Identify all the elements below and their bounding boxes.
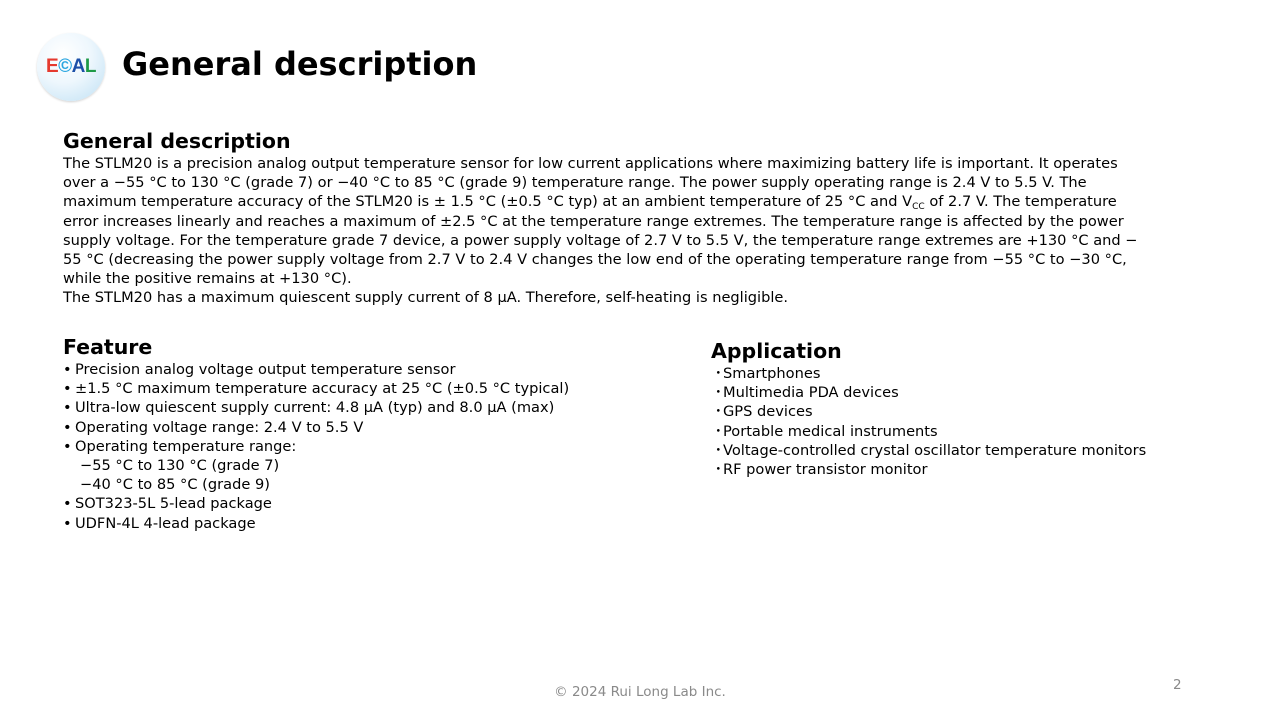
application-item	[711, 364, 1231, 383]
description-line-4: error increases linearly and reaches a maximum of ±2.5 °C at the temperature range extremes. The temperature range is affected by the power	[63, 212, 1124, 230]
description-line-1: The STLM20 is a precision analog output temperature sensor for low current applications where maximizing battery life is important. It operates	[63, 155, 1118, 172]
description-paragraph-2: The STLM20 has a maximum quiescent supply current of 8 μA. Therefore, self-heating is negligible.	[63, 289, 789, 307]
feature-item-text: Ultra-low quiescent supply current: 4.8 μA (typ) and 8.0 μA (max)	[75, 399, 555, 417]
application-item-text: Multimedia PDA devices	[723, 384, 899, 402]
feature-item	[63, 360, 683, 379]
feature-subitem: −55 °C to 130 °C (grade 7)	[80, 457, 280, 475]
description-line-3-tail: of 2.7 V. The temperature	[924, 193, 1117, 211]
logo-letter-a: A	[71, 56, 85, 77]
description-line-6: 55 °C (decreasing the power supply voltage from 2.7 V to 2.4 V changes the low end of the operating temperature range from −55 °C to −30 °C,	[63, 251, 1127, 269]
feature-section	[63, 334, 683, 533]
bullet-icon: •	[63, 495, 72, 513]
feature-heading: Feature	[63, 335, 153, 359]
bullet-icon: •	[63, 399, 72, 417]
feature-item-text: Precision analog voltage output temperature sensor	[75, 361, 456, 378]
application-item-text: Smartphones	[723, 365, 821, 382]
logo-letter-l: L	[84, 56, 97, 77]
bullet-icon: •	[63, 380, 72, 398]
description-body	[63, 154, 1223, 308]
bullet-icon: ・	[711, 441, 726, 459]
logo-letter-c: ©	[58, 56, 72, 77]
ecal-logo	[37, 33, 105, 101]
bullet-icon: ・	[711, 461, 726, 479]
application-item	[711, 422, 1231, 441]
feature-item	[63, 514, 683, 533]
description-line-7: while the positive remains at +130 °C).	[63, 270, 352, 288]
logo-letter-e: E	[45, 56, 59, 77]
application-item-text: GPS devices	[723, 403, 813, 421]
feature-item	[63, 398, 683, 417]
feature-item-text: Operating temperature range:	[75, 437, 297, 455]
page-title: General description	[122, 45, 478, 83]
bullet-icon: •	[63, 437, 72, 455]
feature-item	[63, 418, 683, 437]
feature-item	[63, 379, 683, 398]
application-item-text: RF power transistor monitor	[723, 461, 928, 479]
description-line-2: over a −55 °C to 130 °C (grade 7) or −40 °C to 85 °C (grade 9) temperature range. The power supply operating range is 2.4 V to 5.5 V. The	[63, 174, 1087, 192]
bullet-icon: •	[63, 361, 72, 378]
description-line-5: supply voltage. For the temperature grade 7 device, a power supply voltage of 2.7 V to 5.5 V, the temperature range extremes are +130 °C and −	[63, 231, 1138, 249]
feature-item	[63, 437, 683, 456]
description-heading: General description	[63, 129, 291, 153]
bullet-icon: ・	[711, 403, 726, 421]
application-heading: Application	[711, 339, 842, 363]
feature-item-text: UDFN-4L 4-lead package	[75, 514, 256, 532]
application-item	[711, 402, 1231, 421]
application-section	[711, 338, 1231, 479]
bullet-icon: ・	[711, 384, 726, 402]
application-item-text: Portable medical instruments	[723, 422, 938, 440]
vcc-subscript: CC	[912, 202, 925, 213]
bullet-icon: ・	[711, 365, 726, 382]
application-item-text: Voltage-controlled crystal oscillator temperature monitors	[723, 441, 1147, 459]
feature-item	[63, 494, 683, 513]
bullet-icon: ・	[711, 422, 726, 440]
general-description-section	[63, 128, 1223, 308]
feature-item-text: ±1.5 °C maximum temperature accuracy at 25 °C (±0.5 °C typical)	[75, 380, 570, 398]
application-item	[711, 460, 1231, 479]
feature-item-text: Operating voltage range: 2.4 V to 5.5 V	[75, 418, 364, 436]
application-item	[711, 441, 1231, 460]
bullet-icon: •	[63, 514, 72, 532]
bullet-icon: •	[63, 418, 72, 436]
feature-item-text: SOT323-5L 5-lead package	[75, 495, 272, 513]
copyright-footer: © 2024 Rui Long Lab Inc.	[554, 684, 726, 700]
application-list	[711, 364, 1231, 479]
description-line-3	[63, 192, 1223, 211]
application-item	[711, 383, 1231, 402]
description-line-3-text: maximum temperature accuracy of the STLM20 is ± 1.5 °C (±0.5 °C typ) at an ambient temperature of 25 °C and V	[63, 193, 913, 211]
feature-list	[63, 360, 683, 533]
feature-subitem: −40 °C to 85 °C (grade 9)	[80, 476, 270, 494]
page-number: 2	[1173, 677, 1182, 693]
